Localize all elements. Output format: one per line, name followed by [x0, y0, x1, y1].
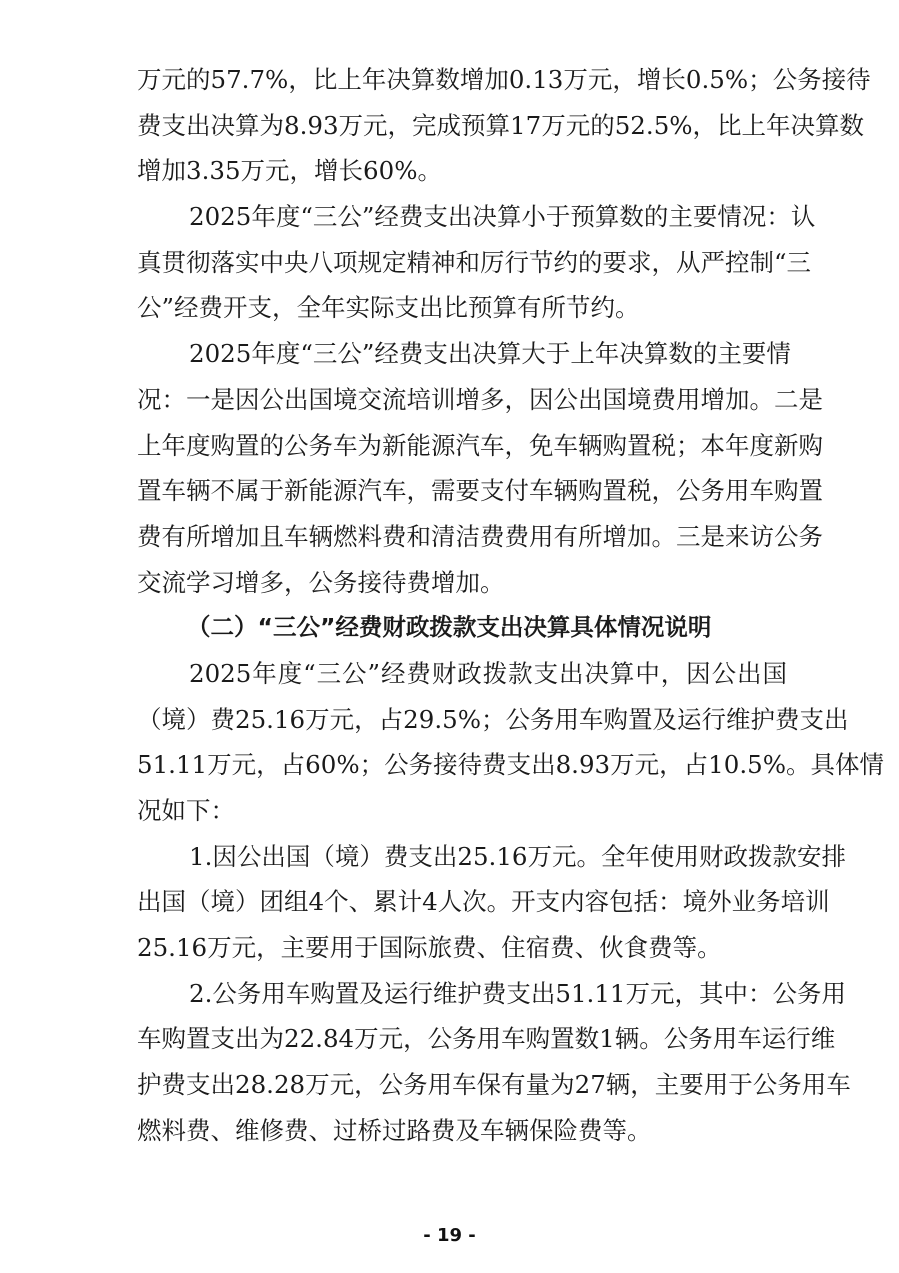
text-line: 况如下：: [137, 796, 235, 825]
text-line: 交流学习增多，公务接待费增加。: [137, 567, 505, 597]
text-line: 上年度购置的公务车为新能源汽车，免车辆购置税；本年度新购: [137, 430, 823, 460]
text-line: 真贯彻落实中央八项规定精神和厉行节约的要求，从严控制“三: [137, 247, 812, 277]
text-line: 2025年度“三公”经费财政拨款支出决算中，因公出国: [189, 658, 787, 688]
text-line: 费有所增加且车辆燃料费和清洁费费用有所增加。三是来访公务: [137, 521, 823, 551]
text-line: 2025年度“三公”经费支出决算小于预算数的主要情况：认: [189, 202, 816, 232]
text-line: 1.因公出国（境）费支出25.16万元。全年使用财政拨款安排: [189, 841, 847, 871]
text-line: 况：一是因公出国境交流培训增多，因公出国境费用增加。二是: [137, 384, 823, 414]
text-line: （境）费25.16万元，占29.5%；公务用车购置及运行维护费支出: [137, 704, 849, 734]
text-line: 2025年度“三公”经费支出决算大于上年决算数的主要情: [189, 339, 791, 369]
text-line: 万元的57.7%，比上年决算数增加0.13万元，增长0.5%；公务接待: [137, 65, 871, 94]
section-heading: [137, 605, 787, 651]
paragraph: [137, 971, 851, 1154]
text-line: 护费支出28.28万元，公务用车保有量为27辆，主要用于公务用车: [137, 1070, 851, 1100]
text-line: 公”经费开支，全年实际支出比预算有所节约。: [137, 293, 640, 323]
text-line: 增加3.35万元，增长60%。: [137, 156, 443, 186]
text-line: 车购置支出为22.84万元，公务用车购置数1辆。公务用车运行维: [137, 1024, 836, 1054]
text-line: 费支出决算为8.93万元，完成预算17万元的52.5%，比上年决算数: [137, 110, 865, 140]
text-line: 2.公务用车购置及运行维护费支出51.11万元，其中：公务用: [189, 978, 847, 1008]
page-number: - 19 -: [423, 1225, 476, 1246]
paragraph: [137, 194, 816, 331]
paragraph: [137, 834, 847, 971]
text-line: 置车辆不属于新能源汽车，需要支付车辆购置税，公务用车购置: [137, 476, 823, 506]
paragraph: [137, 331, 823, 605]
text-line: 25.16万元，主要用于国际旅费、住宿费、伙食费等。: [137, 933, 722, 963]
text-line: 出国（境）团组4个、累计4人次。开支内容包括：境外业务培训: [137, 887, 830, 917]
section-heading-text: （二）“三公”经费财政拨款支出决算具体情况说明: [187, 613, 712, 642]
document-body: [137, 57, 884, 1154]
text-line: 燃料费、维修费、过桥过路费及车辆保险费等。: [137, 1115, 652, 1145]
text-line: 51.11万元，占60%；公务接待费支出8.93万元，占10.5%。具体情: [137, 750, 884, 780]
paragraph: [137, 651, 884, 834]
paragraph: [137, 57, 871, 194]
